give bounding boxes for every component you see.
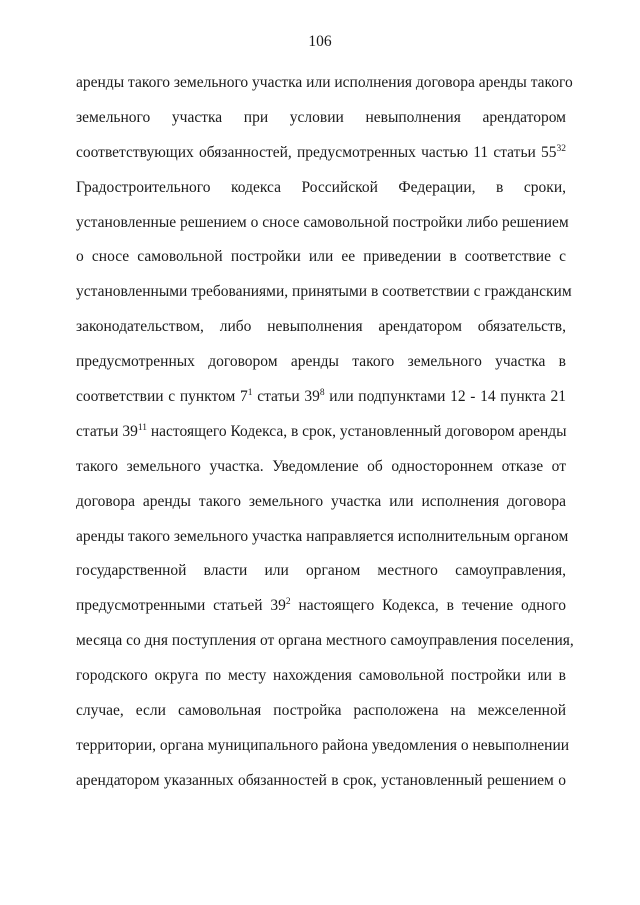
text-line xyxy=(76,101,566,136)
text-segment: арендатором указанных обязанностей в срок, установленный решением о xyxy=(76,771,566,789)
text-segment: статьи 39 xyxy=(252,388,320,406)
text-segment: предусмотренных договором аренды такого земельного участка в xyxy=(76,353,566,371)
text-line xyxy=(76,310,566,345)
text-line xyxy=(76,66,573,101)
text-line xyxy=(76,764,566,799)
text-segment: Градостроительного кодекса Российской Федерации, в сроки, xyxy=(76,178,566,196)
text-segment: аренды такого земельного участка или исполнения договора аренды такого xyxy=(76,74,573,91)
page-number: 106 xyxy=(308,33,332,50)
text-segment: территории, органа муниципального района уведомления о невыполнении xyxy=(76,736,570,754)
text-segment: аренды такого земельного участка направляется исполнительным органом xyxy=(76,527,569,545)
text-line xyxy=(76,275,572,310)
text-line xyxy=(76,171,566,206)
text-segment: настоящего Кодекса, в срок, установленный договором аренды xyxy=(147,422,567,440)
text-line xyxy=(76,554,566,589)
body-text xyxy=(76,66,574,799)
text-segment: установленными требованиями, принятыми в соответствии с гражданским xyxy=(76,283,572,301)
text-line xyxy=(76,694,566,729)
text-line xyxy=(76,450,566,485)
text-line xyxy=(76,659,566,694)
text-segment: настоящего Кодекса, в течение одного xyxy=(290,597,566,615)
text-line xyxy=(76,485,566,520)
superscript: 11 xyxy=(137,422,147,433)
text-segment: установленные решением о сносе самовольной постройки либо решением xyxy=(76,213,569,231)
text-segment: соответствии с пунктом 7 xyxy=(76,388,248,406)
text-line xyxy=(76,136,566,171)
superscript: 1 xyxy=(247,388,253,399)
text-line xyxy=(76,415,566,450)
text-line xyxy=(76,520,569,555)
text-segment: законодательством, либо невыполнения арендатором обязательств, xyxy=(76,318,566,336)
text-line xyxy=(76,345,566,380)
superscript: 8 xyxy=(319,388,325,399)
text-segment: предусмотренными статьей 39 xyxy=(76,597,286,615)
text-line xyxy=(76,240,566,275)
text-line xyxy=(76,729,570,764)
text-segment: месяца со дня поступления от органа местного самоуправления поселения, xyxy=(76,632,574,650)
text-line xyxy=(76,206,569,241)
text-segment: или подпунктами 12 - 14 пункта 21 xyxy=(324,388,566,406)
text-segment: соответствующих обязанностей, предусмотренных частью 11 статьи 55 xyxy=(76,143,557,161)
text-segment: статьи 39 xyxy=(76,422,138,440)
text-segment: такого земельного участка. Уведомление об одностороннем отказе от xyxy=(76,457,566,475)
superscript: 2 xyxy=(285,597,291,608)
text-segment: о сносе самовольной постройки или ее приведении в соответствие с xyxy=(76,248,566,266)
text-segment: договора аренды такого земельного участка или исполнения договора xyxy=(76,492,566,510)
superscript: 32 xyxy=(556,143,566,154)
text-line xyxy=(76,380,566,415)
text-line xyxy=(76,589,566,624)
text-segment: земельного участка при условии невыполнения арендатором xyxy=(76,108,566,126)
text-segment: городского округа по месту нахождения самовольной постройки или в xyxy=(76,667,566,685)
text-segment: государственной власти или органом местного самоуправления, xyxy=(76,562,566,580)
text-line xyxy=(76,624,574,659)
text-segment: случае, если самовольная постройка расположена на межселенной xyxy=(76,702,566,720)
